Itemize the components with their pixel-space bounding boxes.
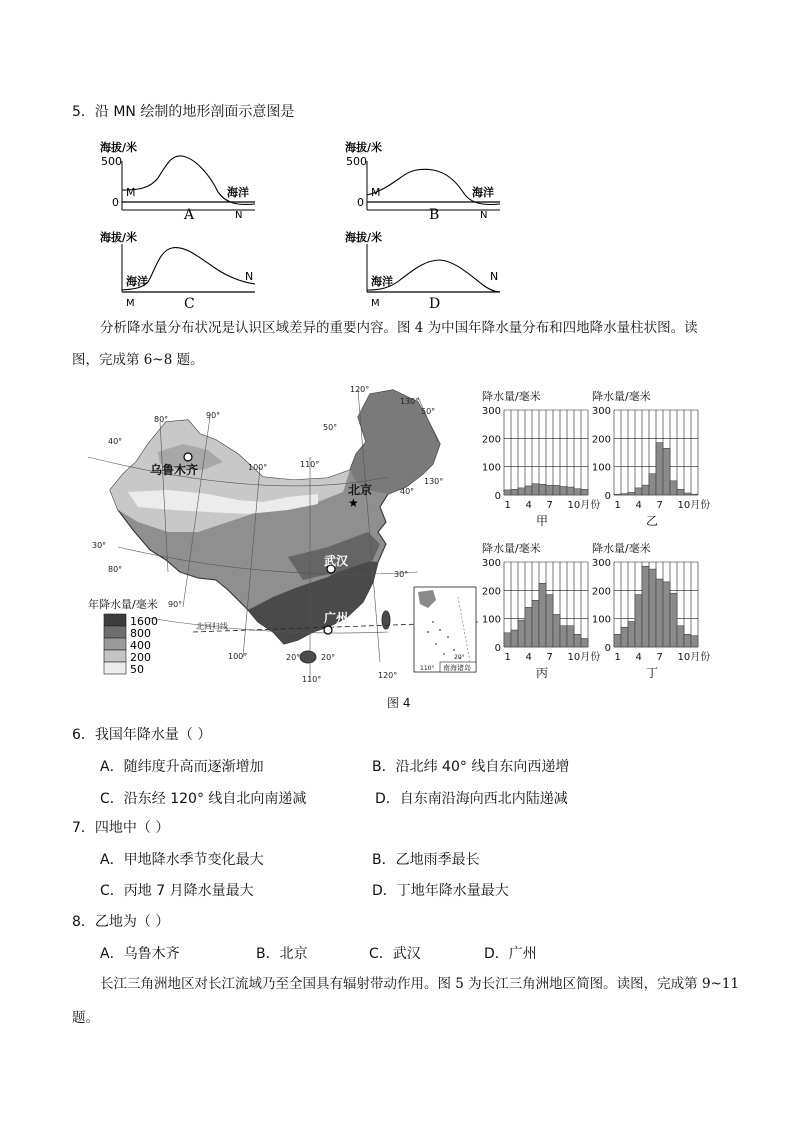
chart-bar	[649, 569, 656, 647]
chart-y-tick-label: 100	[481, 614, 501, 626]
china-precipitation-map	[88, 382, 480, 684]
chart-bar	[635, 595, 642, 647]
chart-title: 乙	[646, 514, 659, 528]
map-lat-label: 30°	[92, 541, 107, 550]
map-lat-label: 50°	[323, 423, 338, 432]
chart-title: 丁	[646, 666, 659, 680]
profile-d-point-n: N	[490, 270, 499, 283]
profile-d-option: D	[429, 296, 441, 312]
chart-bar	[677, 626, 684, 647]
q7-option-c[interactable]: C．丙地 7 月降水量最大	[100, 883, 254, 899]
q6-option-d[interactable]: D．自东南沿海向西北内陆递减	[375, 791, 568, 807]
map-lon-label: 90°	[168, 600, 183, 609]
chart-title: 丙	[536, 666, 549, 680]
chart-bar	[621, 494, 628, 495]
chart-x-tick-label: 10月份	[567, 500, 601, 511]
profile-b-ocean: 海洋	[472, 186, 494, 199]
profile-a-tick-0: 0	[112, 196, 119, 209]
chart-bar	[567, 487, 574, 495]
chart-x-tick-label: 10月份	[677, 500, 711, 511]
q8-stem: 8．乙地为（ ）	[72, 914, 170, 930]
legend-label: 400	[130, 639, 151, 652]
q6-option-b[interactable]: B．沿北纬 40° 线自东向西递增	[372, 759, 570, 775]
legend-label: 200	[130, 651, 151, 664]
map-lat-label: 30°	[394, 570, 409, 579]
chart-bar	[684, 493, 691, 495]
chart-y-tick-label: 300	[481, 558, 501, 569]
legend-swatch-200	[104, 650, 126, 662]
map-lon-label: 120°	[350, 385, 370, 394]
profile-b-tick-500: 500	[346, 155, 367, 168]
chart-bar	[663, 448, 670, 495]
chart-x-tick-label: 4	[525, 652, 532, 663]
chart-bar	[532, 600, 539, 647]
chart-bar	[539, 583, 546, 647]
profile-c-option: C	[184, 296, 195, 312]
profile-a-axis-label: 海拔/米	[100, 141, 138, 154]
intro1-line2: 图，完成第 6~8 题。	[72, 352, 204, 368]
map-lon-label: 80°	[108, 565, 123, 574]
legend-title: 年降水量/毫米	[88, 598, 158, 611]
legend-label: 1600	[130, 615, 158, 628]
intro1-line1: 分析降水量分布状况是认识区域差异的重要内容。图 4 为中国年降水量分布和四地降水量柱状图。读	[100, 320, 698, 336]
profile-c-ocean: 海洋	[126, 275, 148, 288]
q6-stem: 6．我国年降水量（ ）	[72, 727, 212, 743]
chart-x-tick-label: 4	[635, 500, 642, 511]
profile-c-point-n: N	[245, 270, 254, 283]
chart-ylabel: 降水量/毫米	[592, 542, 651, 555]
figure-caption: 图 4	[387, 696, 411, 710]
q5-stem: 5．沿 MN 绘制的地形剖面示意图是	[72, 104, 295, 120]
profile-d-point-m: M	[371, 298, 380, 309]
chart-bar	[684, 634, 691, 647]
profile-d-ocean: 海洋	[371, 275, 393, 288]
profile-a-ocean: 海洋	[227, 186, 249, 199]
chart-bar	[656, 579, 663, 647]
profile-c-point-m: M	[126, 298, 135, 309]
chart-bar	[504, 490, 511, 495]
chart-ding	[591, 540, 711, 682]
legend-label: 800	[130, 627, 151, 640]
city-label-wuhan: 武汉	[324, 554, 349, 568]
legend-label: 50	[130, 663, 144, 676]
chart-y-tick-label: 0	[604, 643, 611, 654]
chart-bar	[581, 489, 588, 495]
chart-bar	[691, 636, 698, 647]
q7-option-d[interactable]: D．丁地年降水量最大	[372, 883, 509, 899]
chart-y-tick-label: 0	[494, 643, 501, 654]
chart-bar	[663, 582, 670, 647]
q8-option-a[interactable]: A．乌鲁木齐	[100, 946, 180, 962]
legend-swatch-800	[104, 626, 126, 638]
chart-y-tick-label: 300	[481, 406, 501, 417]
chart-y-tick-label: 0	[494, 491, 501, 502]
profile-b-point-n: N	[480, 210, 488, 221]
chart-y-tick-label: 100	[591, 614, 611, 626]
q7-option-a[interactable]: A．甲地降水季节变化最大	[100, 852, 264, 868]
chart-jia	[481, 388, 601, 530]
profile-b-point-m: M	[371, 186, 381, 199]
tropic-of-cancer-label: 北回归线	[196, 622, 228, 631]
chart-title: 甲	[536, 514, 549, 528]
map-lat-label: 50°	[421, 407, 436, 416]
profile-a-point-n: N	[235, 210, 243, 221]
chart-y-tick-label: 0	[604, 491, 611, 502]
chart-y-tick-label: 200	[591, 434, 611, 446]
chart-bar	[560, 487, 567, 496]
map-lat-label: 40°	[108, 437, 123, 446]
city-marker-urumqi	[184, 453, 192, 461]
legend-swatch-1600	[104, 614, 126, 626]
q6-option-c[interactable]: C．沿东经 120° 线自北向南递减	[100, 791, 307, 807]
chart-bar	[621, 627, 628, 647]
capital-star-icon: ★	[348, 496, 359, 510]
map-lon-label: 100°	[248, 463, 268, 472]
map-lon-label: 110°	[300, 460, 320, 469]
chart-bar	[628, 622, 635, 648]
map-lon-label: 110°	[302, 675, 322, 684]
intro2-line2: 题。	[72, 1010, 99, 1026]
chart-bar	[581, 639, 588, 648]
chart-yi	[591, 388, 711, 530]
profile-a-point-m: M	[126, 186, 136, 199]
q6-option-a[interactable]: A．随纬度升高而逐渐增加	[100, 759, 264, 775]
chart-bar	[574, 489, 581, 495]
chart-bar	[525, 607, 532, 647]
chart-bar	[511, 630, 518, 647]
chart-x-tick-label: 1	[614, 500, 621, 511]
profile-d	[345, 230, 505, 310]
map-lon-label: 130°	[400, 397, 420, 406]
chart-bar	[518, 488, 525, 495]
chart-x-tick-label: 7	[546, 500, 553, 511]
map-lat-label: 40°	[400, 487, 415, 496]
chart-bar	[511, 489, 518, 495]
inset-lat-label: 20°	[454, 654, 465, 661]
map-lon-label: 80°	[154, 415, 169, 424]
chart-bar	[670, 593, 677, 647]
chart-bar	[553, 485, 560, 495]
city-label-guangzhou: 广州	[324, 611, 349, 625]
profile-d-axis-label: 海拔/米	[345, 231, 383, 244]
map-lon-label: 130°	[424, 477, 444, 486]
chart-bar	[567, 626, 574, 647]
chart-x-tick-label: 7	[656, 652, 663, 663]
chart-x-tick-label: 1	[614, 652, 621, 663]
profile-a-option: A	[184, 207, 195, 223]
chart-bing	[481, 540, 601, 682]
chart-y-tick-label: 300	[591, 406, 611, 417]
chart-x-tick-label: 7	[656, 500, 663, 511]
chart-y-tick-label: 200	[591, 586, 611, 598]
chart-bar	[560, 626, 567, 647]
intro2-line1: 长江三角洲地区对长江流域乃至全国具有辐射带动作用。图 5 为长江三角洲地区简图。读图，完成第 9~11	[100, 976, 740, 992]
inset-lon-label: 110°	[420, 665, 435, 672]
chart-x-tick-label: 1	[504, 652, 511, 663]
profile-a	[100, 140, 260, 223]
chart-bar	[642, 485, 649, 495]
map-lat-label: 20°	[286, 653, 301, 662]
chart-bar	[553, 614, 560, 647]
city-label-urumqi: 乌鲁木齐	[150, 463, 199, 477]
chart-bar	[635, 488, 642, 495]
chart-x-tick-label: 10月份	[677, 652, 711, 663]
city-label-beijing: 北京	[348, 483, 373, 497]
profile-c	[100, 230, 260, 310]
chart-bar	[628, 492, 635, 495]
chart-bar	[677, 489, 684, 495]
q8-option-c[interactable]: C．武汉	[369, 946, 421, 962]
chart-x-tick-label: 7	[546, 652, 553, 663]
profile-b-tick-0: 0	[357, 196, 364, 209]
chart-bar	[649, 474, 656, 495]
chart-ylabel: 降水量/毫米	[482, 390, 541, 403]
chart-x-tick-label: 1	[504, 500, 511, 511]
chart-x-tick-label: 10月份	[567, 652, 601, 663]
chart-bar	[504, 633, 511, 647]
chart-bar	[518, 620, 525, 647]
q7-option-b[interactable]: B．乙地雨季最长	[372, 852, 480, 868]
south-china-sea-inset	[414, 587, 476, 672]
chart-bar	[642, 566, 649, 647]
city-marker-guangzhou	[324, 626, 332, 634]
map-lon-label: 120°	[378, 671, 398, 680]
chart-y-tick-label: 200	[481, 434, 501, 446]
legend-swatch-400	[104, 638, 126, 650]
chart-bar	[539, 484, 546, 495]
q8-option-d[interactable]: D．广州	[484, 946, 537, 962]
map-lon-label: 90°	[206, 411, 221, 420]
inset-label: 南海诸岛	[443, 664, 471, 672]
q8-option-b[interactable]: B．北京	[256, 946, 308, 962]
chart-y-tick-label: 200	[481, 586, 501, 598]
chart-bar	[670, 481, 677, 495]
legend-swatch-50	[104, 662, 126, 674]
chart-y-tick-label: 100	[591, 462, 611, 474]
chart-x-tick-label: 4	[635, 652, 642, 663]
map-lon-label: 100°	[228, 652, 248, 661]
chart-bar	[691, 494, 698, 495]
profile-c-axis-label: 海拔/米	[100, 231, 138, 244]
profile-a-tick-500: 500	[101, 155, 122, 168]
chart-bar	[532, 484, 539, 495]
profile-b	[345, 140, 505, 223]
chart-bar	[614, 494, 621, 495]
chart-bar	[525, 486, 532, 495]
chart-x-tick-label: 4	[525, 500, 532, 511]
chart-y-tick-label: 100	[481, 462, 501, 474]
chart-bar	[546, 595, 553, 647]
q7-stem: 7．四地中（ ）	[72, 820, 170, 836]
chart-ylabel: 降水量/毫米	[592, 390, 651, 403]
map-lat-label: 20°	[321, 653, 336, 662]
profile-b-axis-label: 海拔/米	[345, 141, 383, 154]
chart-y-tick-label: 300	[591, 558, 611, 569]
profile-b-option: B	[429, 207, 440, 223]
chart-bar	[656, 443, 663, 495]
chart-ylabel: 降水量/毫米	[482, 542, 541, 555]
chart-bar	[574, 634, 581, 647]
chart-bar	[614, 634, 621, 647]
chart-bar	[546, 485, 553, 495]
